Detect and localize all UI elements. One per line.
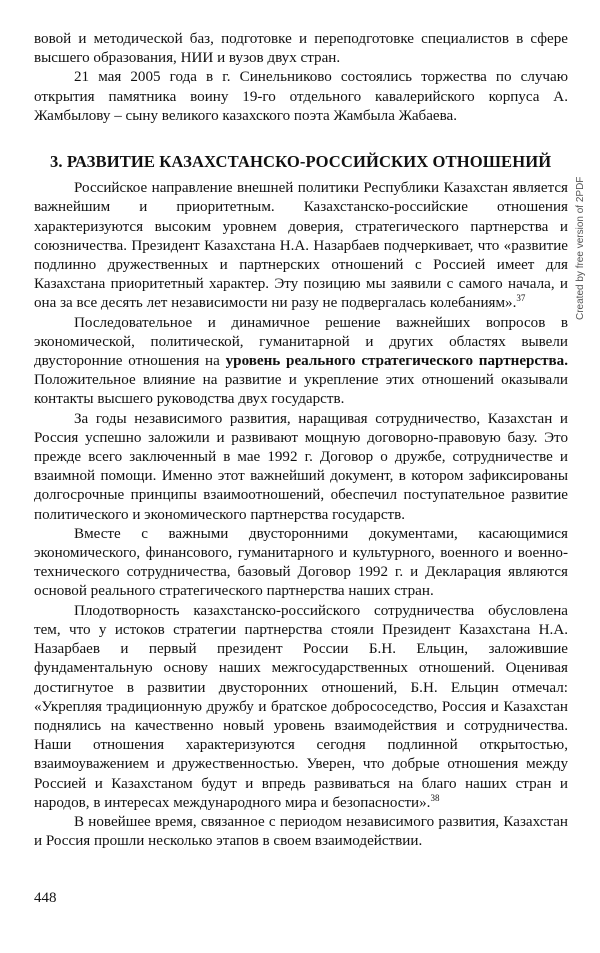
paragraph-partnership-end: Положительное влияние на развитие и укрепление этих отношений оказывали контакты высшего руководства двух государств. xyxy=(34,372,568,408)
page-number: 448 xyxy=(34,890,57,906)
watermark: Created by free version of 2PDF xyxy=(575,176,586,320)
paragraph-yeltsin xyxy=(34,602,568,813)
footnote-ref-37: 37 xyxy=(516,293,526,304)
page-body xyxy=(34,30,568,851)
paragraph-continuation: вовой и методической баз, подготовке и переподготовке специалистов в сфере высшего образования, НИИ и вузов двух стран. xyxy=(34,31,568,67)
paragraph-stages: В новейшее время, связанное с периодом независимого развития, Казахстан и Россия прошли несколько этапов в своем взаимодействии. xyxy=(34,813,568,850)
paragraph-partnership-start: Последовательное и динамичное решение важнейших вопросов в экономической, политической, гуманитарной и других областях вывели двусторонние отношения на xyxy=(34,314,568,370)
paragraph-documents: Вместе с важными двусторонними документами, касающимися экономического, финансового, гуманитарного и культурного, военного и военно-технического сотрудничества, базовый Договор 1992 г. и Декларация являются основой реального стратегического партнерства наших стран. xyxy=(34,525,568,600)
bold-phrase: уровень реального стратегического партнерства. xyxy=(225,353,569,370)
section-heading: 3. РАЗВИТИЕ КАЗАХСТАНСКО-РОССИЙСКИХ ОТНОШЕНИЙ xyxy=(50,152,552,172)
paragraph-treaty: За годы независимого развития, наращивая сотрудничество, Казахстан и Россия успешно заложили и развивают мощную договорно-правовую базу. Это прежде всего заключенный в мае 1992 г. Договор о дружбе, сотрудничестве и взаимной помощи. Именно этот важнейший документ, в котором зафиксированы долгосрочные принципы взаимоотношений, обеспечил поступательное развитие политического и экономического партнерства государств. xyxy=(34,410,568,523)
paragraph-intro xyxy=(34,179,568,313)
footnote-ref-38: 38 xyxy=(430,792,440,803)
paragraph-yeltsin-text: Плодотворность казахстанско-российского сотрудничества обусловлена тем, что у истоков стратегии партнерства стояли Президент Казахстана Н.А. Назарбаев и первый президент России Б.Н. Ельцин, заложившие фундаментальную основу наших межгосударственных отношений. Оценивая достигнутое в развитии двусторонних отношений, Б.Н. Ельцин отмечал: «Укрепляя традиционную дружбу и братское добрососедство, Россия и Казахстан поднялись на качественно новый уровень взаимодействия и сотрудничества. Наши отношения характеризуются сегодня подлинной открытостью, взаимоуважением и дружественностью. Уверен, что добрые отношения между Россией и Казахстаном будут и впредь развиваться на благо наших стран и народов, в интересах международного мира и безопасности». xyxy=(34,602,568,811)
paragraph-monument: 21 мая 2005 года в г. Синельниково состоялись торжества по случаю открытия памятника воину 19-го отдельного кавалерийского корпуса А. Жамбылову – сыну великого казахского поэта Жамбыла Жабаева. xyxy=(34,69,568,124)
paragraph-partnership xyxy=(34,314,568,410)
paragraph-intro-text: Российское направление внешней политики Республики Казахстан является важнейшим и приоритетным. Казахстанско-российские отношения характеризуются высоким уровнем доверия, стратегического партнерства и союзничества. Президент Казахстана Н.А. Назарбаев подчеркивает, что «развитие подлинно дружественных и партнерских отношений с Россией имеет для Казахстана приоритетный характер. Эту позицию мы заявили с самого начала, и она за все десять лет независимости ни разу не подвергалась колебаниям». xyxy=(34,180,568,312)
